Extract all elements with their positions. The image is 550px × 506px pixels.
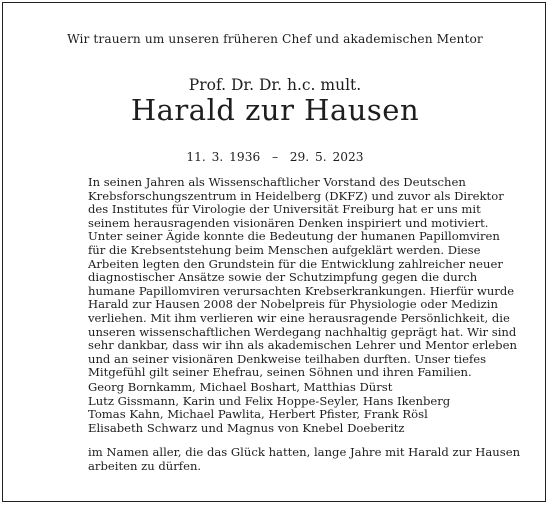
tribute-line: Mitgefühl gilt seiner Ehefrau, seinen Söhnen und ihren Familien. bbox=[88, 365, 472, 380]
tribute-line: In seinen Jahren als Wissenschaftlicher Vorstand des Deutschen bbox=[88, 175, 466, 189]
tribute-line: seinem herausragenden visionären Denken inspiriert und motiviert. bbox=[88, 215, 489, 230]
life-dates: 11. 3. 1936 – 29. 5. 2023 bbox=[186, 150, 364, 164]
tribute-line: diagnostischer Ansätze sowie der Schutzimpfung gegen die durch bbox=[88, 270, 478, 285]
tribute-line: humane Papillomviren verursachten Krebserkrankungen. Hierfür wurde bbox=[88, 283, 515, 298]
tribute-line: unseren wissenschaftlichen Werdegang nachhaltig geprägt hat. Wir sind bbox=[88, 324, 517, 339]
signer-line: Georg Bornkamm, Michael Boshart, Matthias Dürst bbox=[88, 380, 393, 394]
tribute-line: Unter seiner Ägide konnte die Bedeutung der humanen Papillomviren bbox=[88, 229, 500, 244]
tribute-line: Harald zur Hausen 2008 der Nobelpreis für Physiologie oder Medizin bbox=[88, 297, 498, 312]
tribute-line: für die Krebsentstehung beim Menschen aufgeklärt werden. Diese bbox=[88, 242, 481, 257]
signers-list bbox=[88, 381, 488, 435]
tribute-line: Krebsforschungszentrum in Heidelberg (DKFZ) und zuvor als Direktor bbox=[88, 188, 504, 203]
tribute-line: Arbeiten legten den Grundstein für die Entwicklung zahlreicher neuer bbox=[88, 256, 503, 271]
closing-line: im Namen aller, die das Glück hatten, lange Jahre mit Harald zur Hausen bbox=[88, 445, 521, 459]
deceased-name: Harald zur Hausen bbox=[130, 93, 420, 127]
tribute-text bbox=[88, 175, 517, 380]
signer-line: Lutz Gissmann, Karin und Felix Hoppe-Seyler, Hans Ikenberg bbox=[88, 393, 451, 408]
tribute-line: und an seiner visionären Denkweise teilhaben durften. Unser tiefes bbox=[88, 351, 487, 366]
signer-line: Tomas Kahn, Michael Pawlita, Herbert Pfister, Frank Rösl bbox=[88, 407, 428, 422]
academic-title: Prof. Dr. Dr. h.c. mult. bbox=[188, 76, 362, 94]
tribute-line: verliehen. Mit ihm verlieren wir eine herausragende Persönlichkeit, die bbox=[88, 310, 510, 325]
intro-line: Wir trauern um unseren früheren Chef und akademischen Mentor bbox=[67, 32, 483, 46]
closing-line: arbeiten zu dürfen. bbox=[88, 458, 202, 473]
tribute-line: des Institutes für Virologie der Universität Freiburg hat er uns mit bbox=[88, 202, 481, 217]
closing-text bbox=[88, 445, 521, 473]
tribute-line: sehr dankbar, dass wir ihn als akademischen Lehrer und Mentor erleben bbox=[88, 338, 517, 353]
signer-line: Elisabeth Schwarz und Magnus von Knebel Doeberitz bbox=[88, 420, 405, 435]
